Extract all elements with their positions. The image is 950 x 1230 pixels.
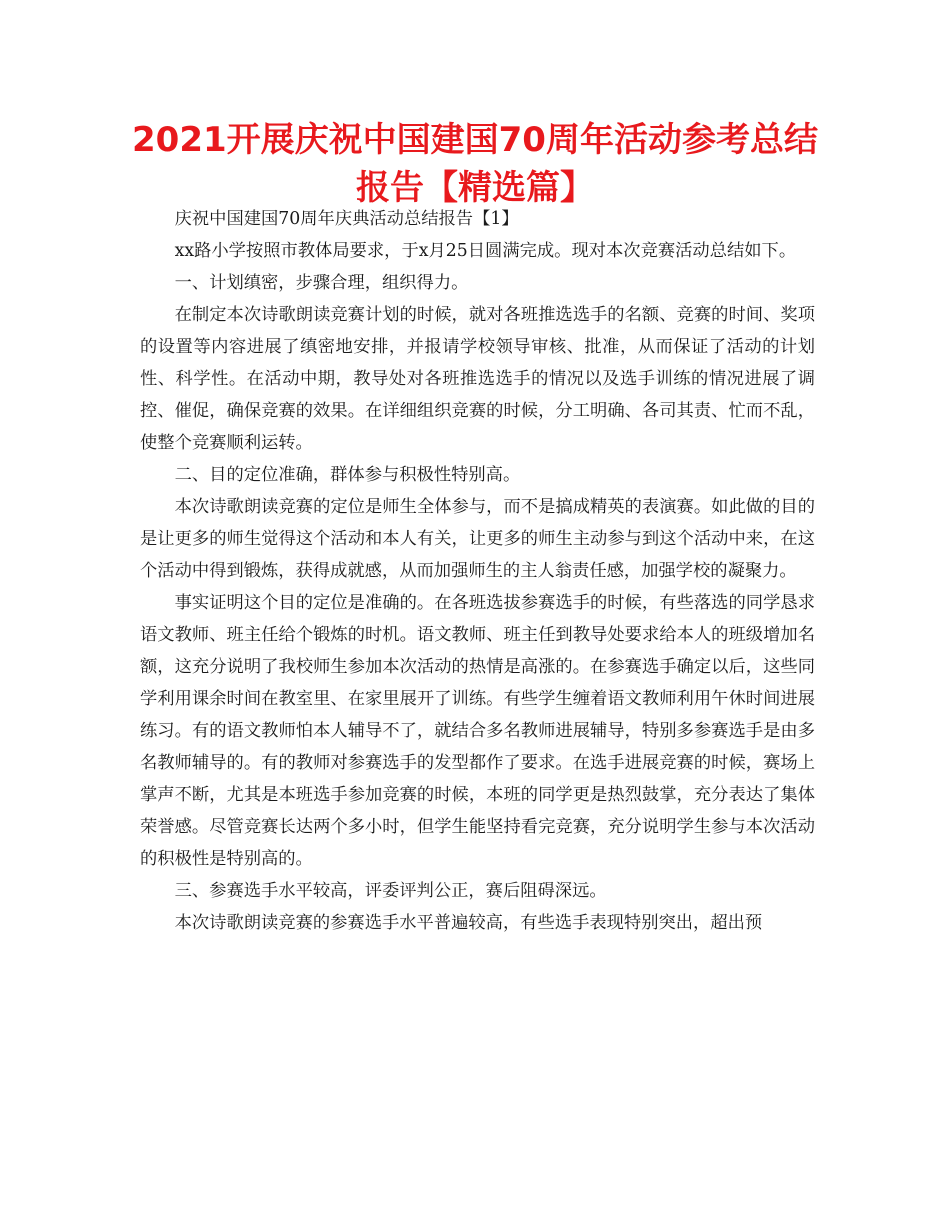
- section-heading: 二、目的定位准确，群体参与积极性特别高。: [174, 465, 521, 485]
- paragraph: xx路小学按照市教体局要求，于x月25日圆满完成。现对本次竞赛活动总结如下。: [174, 241, 797, 261]
- document-body: [140, 203, 815, 939]
- document-title: 2021开展庆祝中国建国70周年活动参考总结报告【精选篇】: [132, 120, 818, 208]
- section-heading: 一、计划缜密，步骤合理，组织得力。: [174, 273, 469, 293]
- section-heading: 三、参赛选手水平较高，评委评判公正，赛后阻碍深远。: [174, 881, 607, 901]
- paragraph: 事实证明这个目的定位是准确的。在各班选拔参赛选手的时候，有些落选的同学恳求语文教师、班主任给个锻炼的时机。语文教师、班主任到教导处要求给本人的班级增加名额，这充分说明了我校师生参加本次活动的热情是高涨的。在参赛选手确定以后，这些同学利用课余时间在教室里、在家里展开了训练。有些学生缠着语文教师利用午休时间进展练习。有的语文教师怕本人辅导不了，就结合多名教师进展辅导，特别多参赛选手是由多名教师辅导的。有的教师对参赛选手的发型都作了要求。在选手进展竞赛的时候，赛场上掌声不断，尤其是本班选手参加竞赛的时候，本班的同学更是热烈鼓掌，充分表达了集体荣誉感。尽管竞赛长达两个多小时，但学生能坚持看完竞赛，充分说明学生参与本次活动的积极性是特别高的。: [140, 593, 815, 869]
- paragraph: 本次诗歌朗读竞赛的参赛选手水平普遍较高，有些选手表现特别突出，超出预: [174, 913, 763, 933]
- paragraph: 本次诗歌朗读竞赛的定位是师生全体参与，而不是搞成精英的表演赛。如此做的目的是让更多的师生觉得这个活动和本人有关，让更多的师生主动参与到这个活动中来，在这个活动中得到锻炼，获得成就感，从而加强师生的主人翁责任感，加强学校的凝聚力。: [140, 497, 815, 581]
- section-subtitle: 庆祝中国建国70周年庆典活动总结报告【1】: [174, 209, 519, 229]
- paragraph: 在制定本次诗歌朗读竞赛计划的时候，就对各班推选选手的名额、竞赛的时间、奖项的设置等内容进展了缜密地安排，并报请学校领导审核、批准，从而保证了活动的计划性、科学性。在活动中期，教导处对各班推选选手的情况以及选手训练的情况进展了调控、催促，确保竞赛的效果。在详细组织竞赛的时候，分工明确、各司其责、忙而不乱，使整个竞赛顺利运转。: [140, 305, 815, 453]
